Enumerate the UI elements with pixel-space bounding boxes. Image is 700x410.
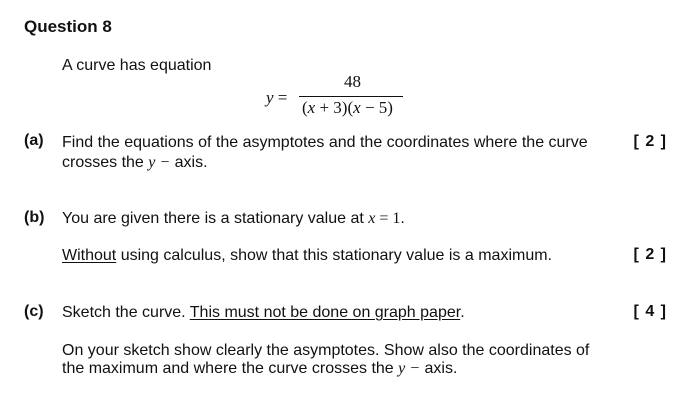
part-c-line2: On your sketch show clearly the asymptotes. Show also the coordinates of [62,342,590,359]
fraction-bar [299,96,403,97]
question-title: Question 8 [24,17,112,36]
part-a-math-y: y − [148,154,171,171]
part-c-line3-pre: the maximum and where the curve crosses the [62,360,399,377]
part-b-line2-rest: using calculus, show that this stationary value is a maximum. [116,247,552,264]
part-a-line1: Find the equations of the asymptotes and the coordinates where the curve [62,134,588,151]
part-c-graph-paper-note: This must not be done on graph paper [189,304,461,321]
part-c-marks: [ 4 ] [633,303,667,320]
part-a-label: (a) [24,132,44,149]
equation-denominator: (x + 3)(x − 5) [302,98,393,117]
part-c-line1 [62,303,465,323]
part-c-math-y: y − [398,360,421,377]
part-a-line2-post: axis. [170,154,208,171]
part-a-marks: [ 2 ] [633,133,667,150]
part-b-marks: [ 2 ] [633,246,667,263]
part-c-line1-post: . [460,304,465,321]
part-b-line1-post: . [400,210,405,227]
part-a-line2 [62,153,208,173]
part-b-math-x: x = 1 [368,210,401,227]
part-c-line3 [62,359,457,379]
part-c-line1-pre: Sketch the curve. [62,304,190,321]
equation-lhs: y = [266,88,288,107]
intro-text: A curve has equation [62,57,212,74]
equation-numerator: 48 [344,72,361,91]
part-b-without: Without [62,247,117,264]
part-c-line3-post: axis. [420,360,458,377]
curve-equation [266,72,406,122]
part-b-line1 [62,209,405,229]
part-a-line2-pre: crosses the [62,154,149,171]
part-b-line1-pre: You are given there is a stationary value at [62,210,369,227]
part-b-line2 [62,246,552,266]
part-b-label: (b) [24,209,45,226]
part-c-label: (c) [24,303,44,320]
